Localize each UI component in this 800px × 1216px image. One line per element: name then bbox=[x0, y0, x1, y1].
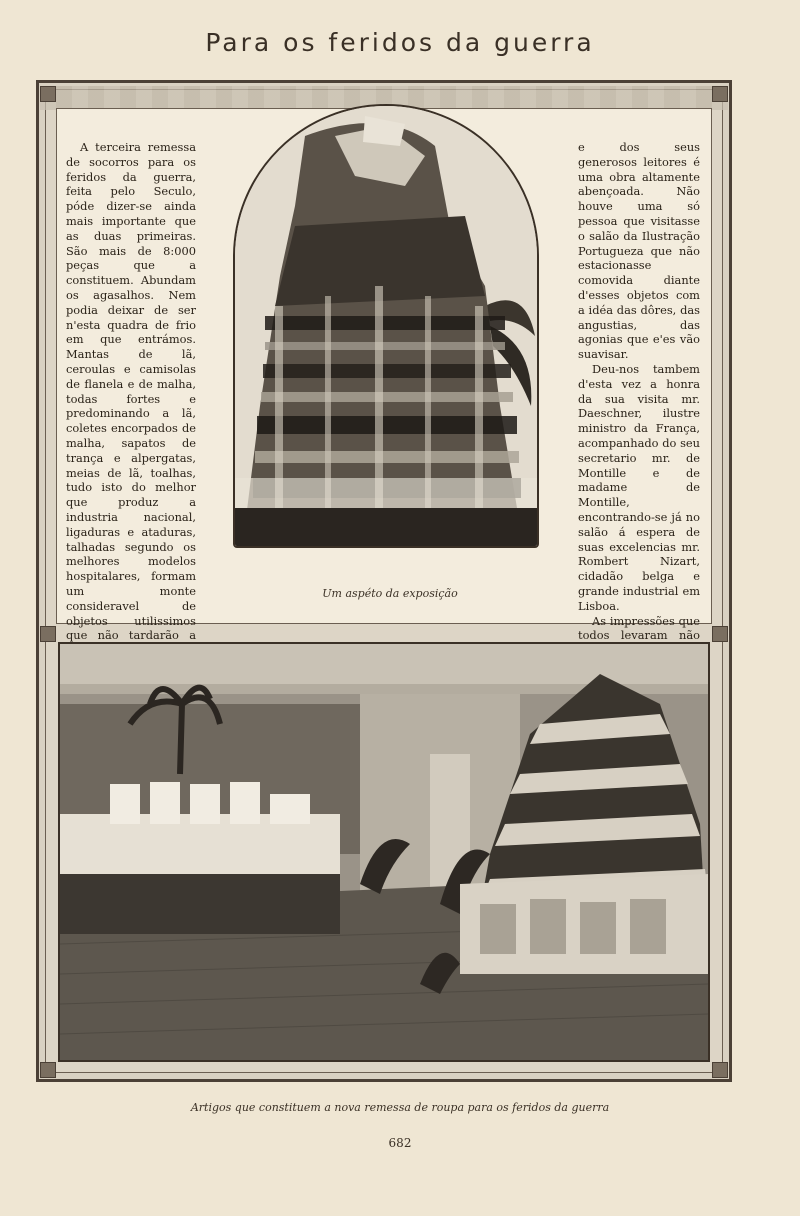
frame-corner-ornament bbox=[712, 86, 728, 102]
right-text-column bbox=[578, 140, 700, 673]
frame-corner-ornament bbox=[712, 626, 728, 642]
page-number: 682 bbox=[388, 1136, 412, 1150]
bottom-photo-caption: Artigos que constituem a nova remessa de roupa para os feridos da guerra bbox=[190, 1101, 610, 1114]
right-paragraph-3: As impressões que todos levaram não bbox=[578, 613, 700, 643]
frame-corner-ornament bbox=[712, 1062, 728, 1078]
right-paragraph-2: Deu-nos tambem d'esta vez a honra da sua visita mr. Daeschner, ilustre ministro da França, acompanhado do seu secretario mr. de Montille e de madame de Montille, encontrando-se já no salão á espera de suas excelencias mr. Rombert Nizart, cidadão belga e grande industrial em Lisboa. bbox=[578, 361, 700, 613]
frame-corner-ornament bbox=[40, 626, 56, 642]
frame-corner-ornament bbox=[40, 86, 56, 102]
left-text-column bbox=[66, 140, 196, 717]
top-photo-caption: Um aspéto da exposição bbox=[322, 587, 458, 600]
frame-corner-ornament bbox=[40, 1062, 56, 1078]
exhibition-room-photo bbox=[58, 642, 710, 1062]
exhibition-room-illustration bbox=[60, 644, 708, 1060]
right-paragraph-1: e dos seus generosos leitores é uma obra altamente abençoada. Não houve uma só pessoa que visitasse o salão da Ilustração Portugueza que não estacionasse comovida diante d'esses objetos com a idéa das dôres, das angustias, das agonias que e'es vão suavisar. bbox=[578, 140, 700, 362]
left-paragraph-1: A terceira remessa de socorros para os feridos da guerra, feita pelo Seculo, póde dizer-se ainda mais importante que as duas primeiras. São mais de 8:000 peças que a constituem. Abundam os agasalhos. Nem podia deixar de ser n'esta quadra de frio em que entrámos. Mantas de lã, ceroulas e camisolas de flanela e de malha, todas fortes e predominando a lã, coletes encorpados de malha, sapatos de trança e alpergatas, meias de lã, toalhas, tudo isto do melhor que produz a industria nacional, ligaduras e ataduras, talhadas segundo os melhores modelos hospitalares, formam um monte consideravel de objetos utilissimos que não tardarão a bbox=[66, 140, 196, 643]
page-title: Para os feridos da guerra bbox=[205, 28, 595, 57]
clothing-pile-photo bbox=[233, 104, 539, 548]
clothing-pile-illustration bbox=[235, 106, 537, 546]
